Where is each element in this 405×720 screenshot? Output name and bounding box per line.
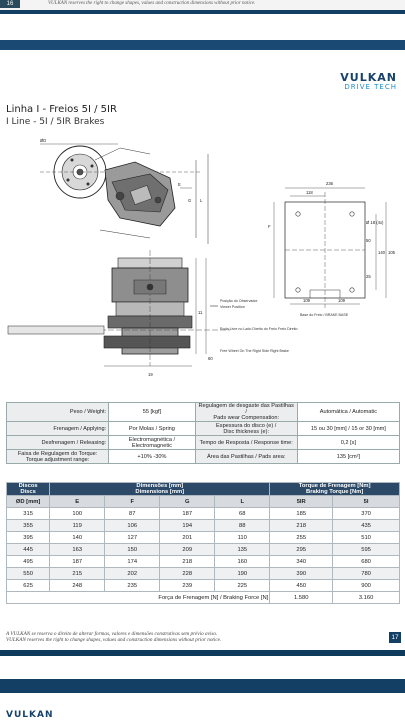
col-l: L	[215, 496, 270, 508]
next-page-header-band	[0, 679, 405, 693]
viewer-position-label-en: Viewer Position	[220, 305, 245, 309]
footer-note	[6, 631, 221, 643]
braking-force-row	[7, 592, 400, 604]
dim-d-label: ØD	[40, 138, 47, 143]
viewer-position-label: Posição do Observador	[220, 299, 258, 303]
response-label: Tempo de Resposta / Response time:	[195, 436, 297, 450]
base-label: Base do Freio / BRAKE BASE	[300, 313, 349, 317]
page-header-band	[0, 40, 405, 50]
right-side-label-en: Free Wheel On The Right Side Right Brake	[220, 349, 289, 353]
torque-adj-value: +10% -30%	[109, 450, 195, 464]
prev-page-note: VULKAN reserves the right to change shapes, values and construction dimensions without prior notice.	[48, 1, 256, 6]
spec-table	[6, 402, 400, 464]
dim-109b-label: 109	[338, 298, 345, 303]
col-od: ØD [mm]	[7, 496, 50, 508]
page-number: 17	[389, 632, 401, 643]
dim-l-label: L	[200, 198, 203, 203]
discs-header: Discos Discs	[7, 483, 50, 496]
page-footer-bar	[0, 650, 405, 656]
col-5ir: 5IR	[270, 496, 333, 508]
dim-118-label: 118	[306, 190, 313, 195]
dim-105-label: 105	[388, 250, 395, 255]
pad-area-value: 135 [cm²]	[297, 450, 399, 464]
brake-base-drawing	[274, 188, 386, 308]
table-row: 495 187 174 218 160 340 680	[7, 556, 400, 568]
col-5i: 5I	[333, 496, 400, 508]
dim-140-label: 140	[378, 250, 385, 255]
pad-area-label: Área das Pastilhas / Pads area:	[195, 450, 297, 464]
dim-25-label: 25	[366, 274, 371, 279]
braking-force-label: Força de Frenagem [N] / Braking Force [N]	[7, 592, 270, 604]
table-row: 355 119 106 194 88 218 435	[7, 520, 400, 532]
col-g: G	[160, 496, 215, 508]
dim-19-label: 19	[148, 372, 153, 377]
table-row: 550 215 202 228 190 390 780	[7, 568, 400, 580]
table-row: 625 248 235 239 225 450 900	[7, 580, 400, 592]
dim-f-label: F	[268, 224, 271, 229]
releasing-label: Desfrenagem / Releasing:	[7, 436, 109, 450]
dim-hole-label: Ø 18 (4x)	[366, 220, 384, 225]
col-f: F	[105, 496, 160, 508]
footer-note-en: VULKAN reserves the right to change shapes, values and construction dimensions without prior notice.	[6, 637, 222, 643]
page-title: Linha I - Freios 5I / 5IR	[6, 104, 117, 115]
dim-g-label: G	[188, 198, 192, 203]
next-page-logo: VULKAN	[6, 710, 54, 720]
table-row: 315 100 87 187 68 185 370	[7, 508, 400, 520]
page-subtitle: I Line - 5I / 5IR Brakes	[6, 117, 105, 127]
thickness-label: Espessura do disco (e) / Disc thickness (e):	[195, 422, 297, 436]
dim-e-label: E	[178, 182, 181, 187]
applying-value: Por Molas / Spring	[109, 422, 195, 436]
prev-page-number: 16	[0, 0, 20, 8]
footer-note-pt: A VULKAN se reserva o direito de alterar formas, valores e dimensões construtivas sem prévio aviso.	[6, 631, 218, 637]
releasing-value: Electromagnética / Electromagnetic	[109, 436, 195, 450]
thickness-value: 15 ou 30 [mm] / 15 or 30 [mm]	[297, 422, 399, 436]
dim-236-label: 236	[326, 181, 333, 186]
dim-50-label: 50	[366, 238, 371, 243]
dim-60-label: 60	[208, 356, 213, 361]
col-e: E	[50, 496, 105, 508]
torque-adj-label: Faixa de Regulagem do Torque: Torque adjustment range:	[7, 450, 109, 464]
dim-109a-label: 109	[303, 298, 310, 303]
caliper-front-view	[8, 250, 230, 366]
table-row: 445 163 150 209 135 295 595	[7, 544, 400, 556]
vulkan-logo	[340, 72, 397, 91]
torque-header: Torque de Frenagem [Nm] Braking Torque [Nm]	[270, 483, 400, 496]
weight-value: 55 [kgf]	[109, 403, 195, 422]
caliper-side-view	[95, 148, 208, 244]
logo-main-text: VULKAN	[340, 71, 397, 84]
dim-11-label: 11	[198, 310, 203, 315]
braking-force-5i: 3.160	[333, 592, 400, 604]
brake-technical-drawing	[0, 130, 405, 390]
right-side-label-pt: Roda Livre no Lado Direito do Freio Freio Direito	[220, 327, 298, 331]
comp-label: Regulagem de desgaste das Pastilhas / Pads wear Compensation:	[195, 403, 297, 422]
dimensions-table	[6, 482, 400, 604]
weight-label: Peso / Weight:	[7, 403, 109, 422]
logo-sub-text: DRIVE TECH	[344, 83, 397, 91]
response-value: 0,2 [s]	[297, 436, 399, 450]
prev-page-footer-bar	[0, 10, 405, 14]
comp-value: Automática / Automatic	[297, 403, 399, 422]
dimensions-header: Dimensões [mm] Dimensions [mm]	[50, 483, 270, 496]
applying-label: Frenagem / Applying:	[7, 422, 109, 436]
braking-force-5ir: 1.580	[270, 592, 333, 604]
table-row: 395 140 127 201 110 255 510	[7, 532, 400, 544]
